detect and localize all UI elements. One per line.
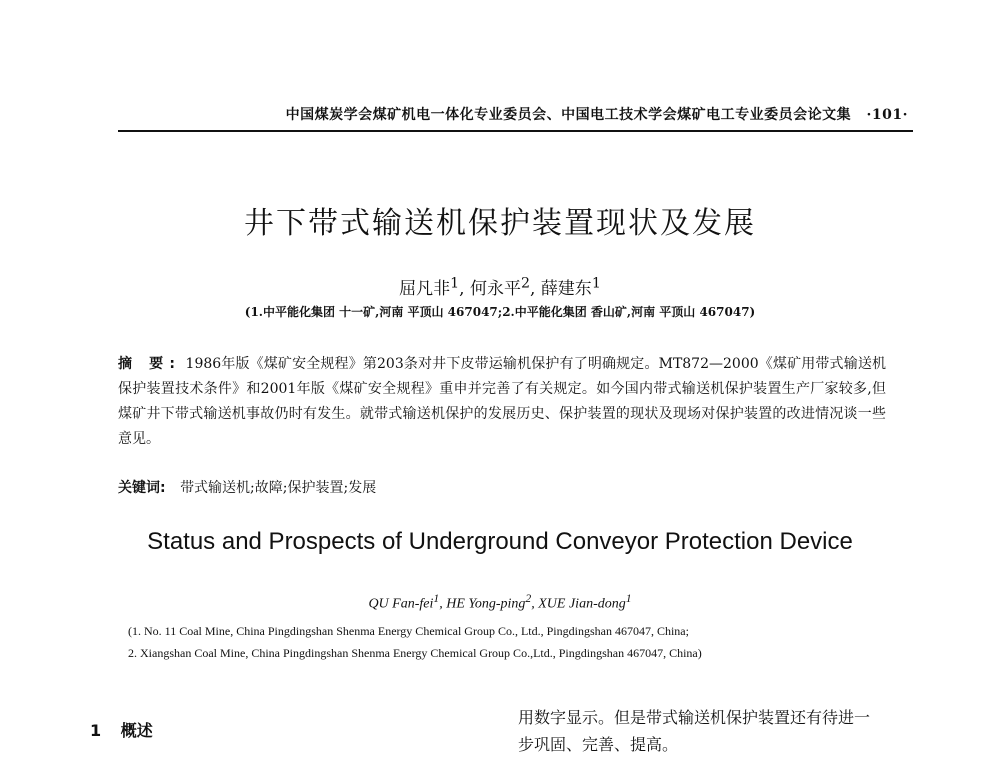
affiliation: (1.中平能化集团 十一矿,河南 平顶山 467047;2.中平能化集团 香山矿,河南 平顶山 467047) <box>244 305 756 319</box>
author-affil-mark: 1 <box>625 592 632 605</box>
body-text-line: 步巩固、完善、提高。 <box>518 735 679 754</box>
english-affiliation <box>128 620 888 664</box>
author-affil-mark: 2 <box>520 275 530 292</box>
author-list <box>0 274 1000 299</box>
page-number: ·101· <box>866 107 908 123</box>
section-number: 1 <box>90 721 102 740</box>
author-affil-mark: 1 <box>591 275 601 292</box>
english-author-name: XUE Jian-dong <box>538 596 626 612</box>
author-separator: , <box>459 279 465 299</box>
keywords-label: 关键词: <box>118 480 166 496</box>
english-affiliation-line: 2. Xiangshan Coal Mine, China Pingdingshan Shenma Energy Chemical Group Co.,Ltd., Pingdingshan 467047, China) <box>128 646 702 660</box>
section-title: 概述 <box>120 721 153 740</box>
english-author-list: QU Fan-fei$^1$, HE Yong-ping$^2$, XUE Jian-dong$^1$ <box>368 592 632 612</box>
english-author-name: HE Yong-ping <box>446 596 526 612</box>
abstract-text: 1986年版《煤矿安全规程》第203条对井下皮带运输机保护有了明确规定。MT872—2000《煤矿用带式输送机保护装置技术条件》和2001年版《煤矿安全规程》重申并完善了有关规定。如今国内带式输送机保护装置生产厂家较多,但煤矿井下带式输送机事故仍时有发生。就带式输送机保护的发展历史、保护装置的现状及现场对保护装置的改进情况谈一些意见。 <box>118 356 886 447</box>
author-affil-mark: 1 <box>450 275 460 292</box>
abstract <box>118 352 886 452</box>
keywords <box>118 477 886 497</box>
body-text-line: 用数字显示。但是带式输送机保护装置还有待进一 <box>518 708 871 727</box>
author-name: 何永平 <box>469 279 521 299</box>
running-header <box>118 104 908 124</box>
abstract-label: 摘 要: <box>118 356 181 372</box>
running-title: 中国煤炭学会煤矿机电一体化专业委员会、中国电工技术学会煤矿电工专业委员会论文集 <box>285 107 852 123</box>
author-separator: , <box>530 279 536 299</box>
right-column-text <box>518 704 918 758</box>
author-affil-mark: 1 <box>433 592 440 605</box>
english-author-name: QU Fan-fei <box>368 596 434 612</box>
section-heading <box>90 718 153 741</box>
keywords-text: 带式输送机;故障;保护装置;发展 <box>180 480 377 496</box>
author-name: 屈凡非 <box>399 279 451 299</box>
header-rule <box>118 130 913 132</box>
author-affil-mark: 2 <box>525 592 532 605</box>
author-name: 薛建东 <box>540 279 592 299</box>
english-affiliation-line: (1. No. 11 Coal Mine, China Pingdingshan Shenma Energy Chemical Group Co., Ltd., Pingdingshan 467047, China; <box>128 624 689 638</box>
english-title: Status and Prospects of Underground Conveyor Protection Device <box>147 528 853 555</box>
paper-title: 井下带式输送机保护装置现状及发展 <box>244 206 756 241</box>
